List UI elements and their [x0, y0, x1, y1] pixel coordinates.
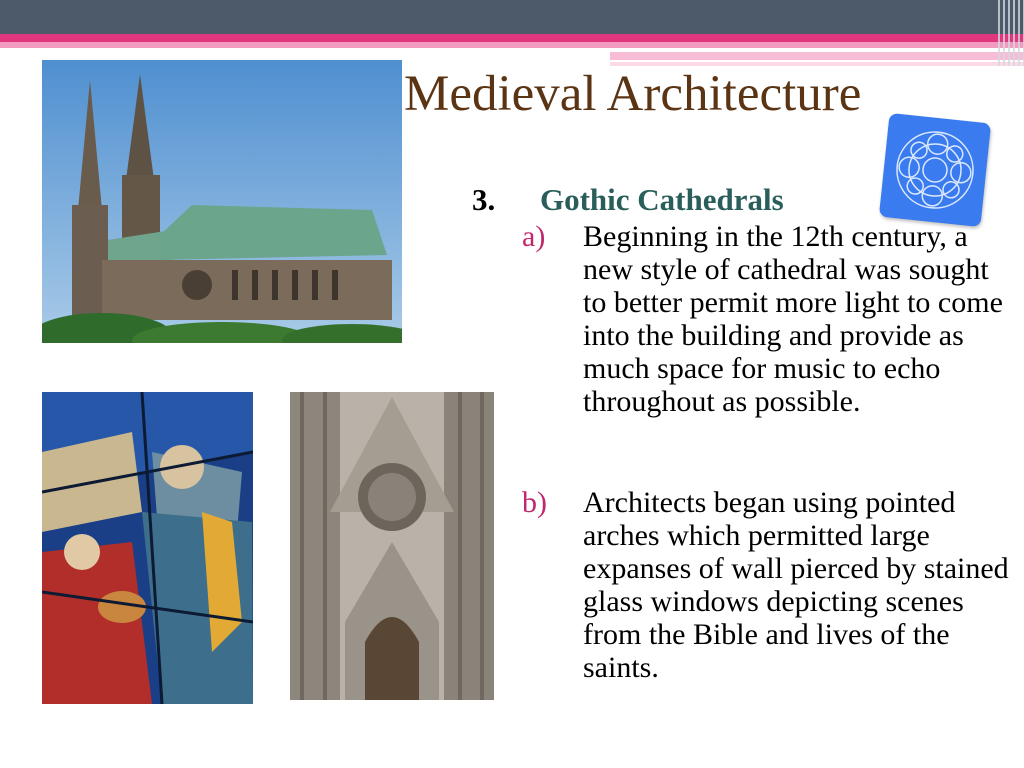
- heading-number: 3.: [472, 182, 496, 217]
- accent-stripe-light: [0, 42, 1024, 48]
- list-marker: b): [522, 486, 547, 519]
- accent-stripe: [0, 34, 1024, 42]
- top-bar: [0, 0, 1024, 34]
- corner-lines-decoration: [998, 0, 1024, 66]
- stained-glass-photo: [42, 392, 253, 704]
- heading-text: Gothic Cathedrals: [540, 182, 784, 217]
- rosette-icon: [885, 120, 984, 221]
- list-marker: a): [522, 220, 546, 253]
- list-item: [522, 220, 1012, 418]
- cathedral-exterior-photo: [42, 60, 402, 343]
- section-heading: [472, 182, 784, 218]
- cathedral-facade-photo: [290, 392, 494, 700]
- list-item-text: Beginning in the 12th century, a new style of cathedral was sought to better permit more light to come into the building and provide as much space for music to echo throughout as possible.: [583, 220, 1003, 418]
- rosette-tile: [879, 113, 991, 227]
- slide-title: Medieval Architecture: [404, 66, 862, 122]
- accent-stripe-short: [610, 52, 1024, 60]
- list-item-text: Architects began using pointed arches which permitted large expanses of wall pierced by stained glass windows depicting scenes from the Bible and lives of the saints.: [583, 486, 1009, 684]
- list-item: [522, 486, 1012, 684]
